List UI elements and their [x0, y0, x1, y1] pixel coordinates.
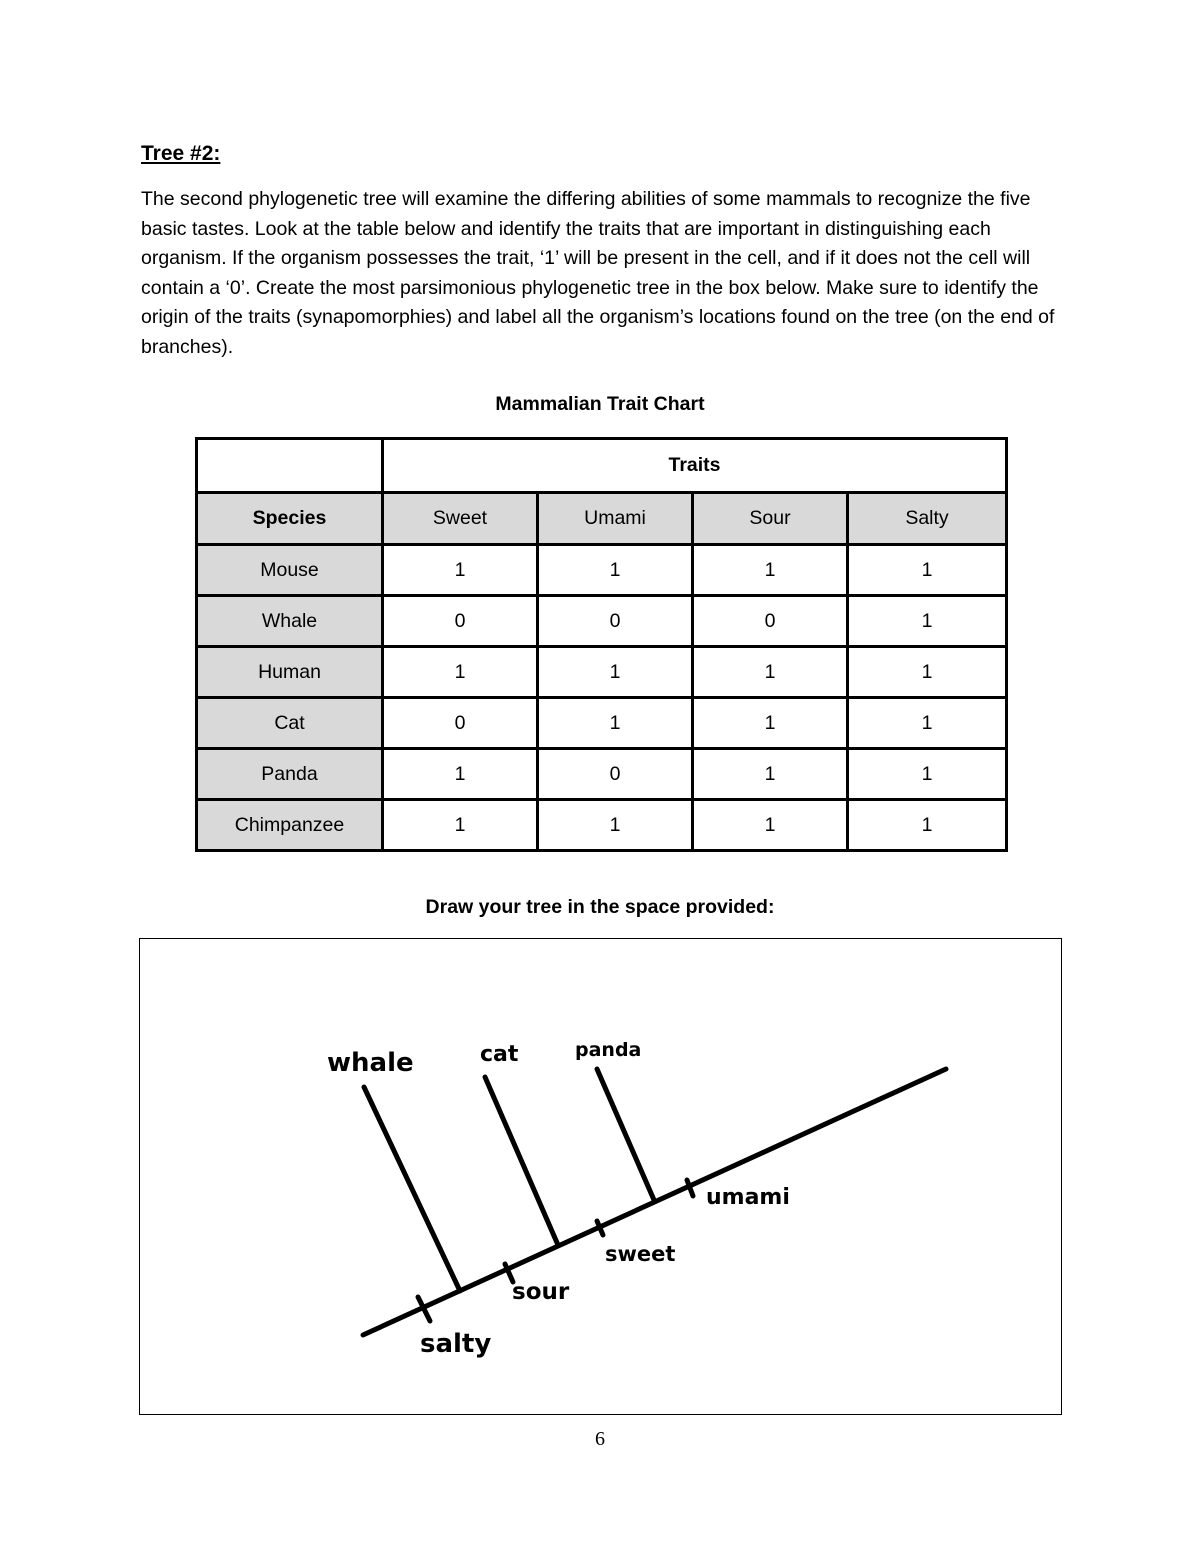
species-cell: Human	[197, 647, 383, 698]
branch-panda	[597, 1069, 654, 1200]
table-row	[197, 698, 1007, 749]
value-cell: 0	[538, 596, 693, 647]
branch-whale	[364, 1087, 460, 1291]
chart-title: Mammalian Trait Chart	[495, 393, 705, 415]
table-row	[197, 749, 1007, 800]
table-row	[197, 647, 1007, 698]
value-cell: 1	[693, 647, 848, 698]
value-cell: 1	[538, 800, 693, 851]
table-row	[197, 545, 1007, 596]
value-cell: 1	[383, 647, 538, 698]
handdrawn-tree	[140, 939, 1061, 1414]
label-sour: sour	[512, 1279, 570, 1305]
value-cell: 1	[538, 545, 693, 596]
column-header: Umami	[538, 493, 693, 545]
value-cell: 1	[848, 647, 1007, 698]
value-cell: 1	[848, 596, 1007, 647]
value-cell: 1	[693, 545, 848, 596]
table-row	[197, 596, 1007, 647]
species-header: Species	[197, 493, 383, 545]
corner-cell	[197, 439, 383, 493]
tick-sweet	[597, 1221, 603, 1235]
species-cell: Whale	[197, 596, 383, 647]
species-cell: Cat	[197, 698, 383, 749]
label-salty: salty	[420, 1329, 492, 1359]
label-whale: whale	[327, 1048, 414, 1078]
column-header: Sour	[693, 493, 848, 545]
table-row	[197, 800, 1007, 851]
value-cell: 1	[538, 698, 693, 749]
value-cell: 1	[538, 647, 693, 698]
value-cell: 0	[383, 698, 538, 749]
value-cell: 1	[383, 800, 538, 851]
species-cell: Chimpanzee	[197, 800, 383, 851]
trait-table	[195, 437, 1008, 852]
species-cell: Mouse	[197, 545, 383, 596]
drawing-area[interactable]	[139, 938, 1062, 1415]
label-sweet: sweet	[605, 1242, 676, 1266]
section-heading: Tree #2:	[141, 142, 221, 165]
value-cell: 1	[693, 800, 848, 851]
value-cell: 1	[383, 749, 538, 800]
value-cell: 1	[848, 800, 1007, 851]
drawing-prompt: Draw your tree in the space provided:	[425, 896, 775, 918]
traits-header: Traits	[383, 439, 1007, 493]
value-cell: 0	[693, 596, 848, 647]
column-header: Sweet	[383, 493, 538, 545]
branch-cat	[485, 1077, 558, 1245]
column-header: Salty	[848, 493, 1007, 545]
value-cell: 1	[693, 749, 848, 800]
value-cell: 0	[538, 749, 693, 800]
value-cell: 1	[383, 545, 538, 596]
label-panda: panda	[575, 1039, 642, 1061]
species-cell: Panda	[197, 749, 383, 800]
page-number: 6	[595, 1428, 605, 1450]
value-cell: 1	[848, 749, 1007, 800]
value-cell: 0	[383, 596, 538, 647]
value-cell: 1	[848, 698, 1007, 749]
value-cell: 1	[848, 545, 1007, 596]
label-umami: umami	[706, 1185, 790, 1210]
label-cat: cat	[480, 1042, 519, 1067]
value-cell: 1	[693, 698, 848, 749]
instructions-paragraph: The second phylogenetic tree will examine the differing abilities of some mammals to recognize the five basic tastes. Look at the table below and identify the traits that are important in distinguishing each organism. If the organism possesses the trait, ‘1’ will be present in the cell, and if it does not the cell will contain a ‘0’. Create the most parsimonious phylogenetic tree in the box below. Make sure to identify the origin of the traits (synapomorphies) and label all the organism’s locations found on the tree (on the end of branches).	[141, 188, 1055, 358]
